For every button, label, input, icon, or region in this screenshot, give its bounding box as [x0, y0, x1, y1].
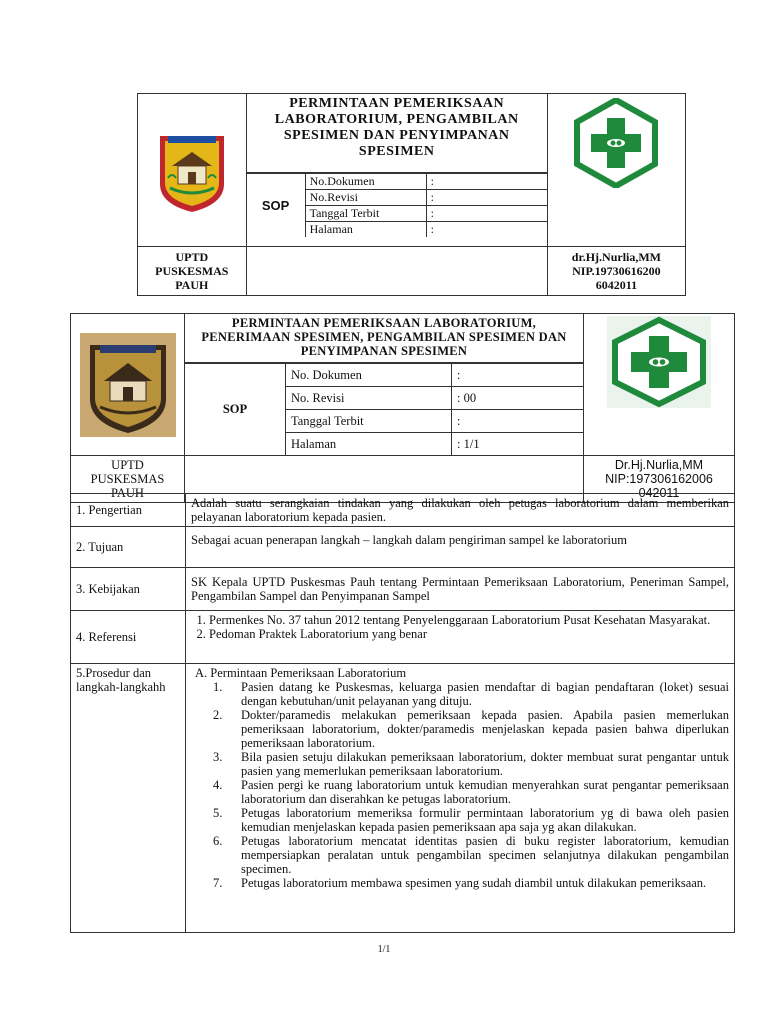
- meta-value: :: [452, 364, 584, 387]
- sop-body: [70, 493, 735, 933]
- meta-label: Tanggal Terbit: [305, 205, 426, 221]
- section-label-prosedur: 5.Prosedur dan langkah-langkahh: [71, 664, 186, 933]
- meta-value: :: [426, 173, 547, 189]
- procedure-steps: [191, 680, 729, 890]
- signer-nip: NIP.19730616200 6042011: [572, 264, 661, 292]
- meta-label: No. Dokumen: [286, 364, 452, 387]
- meta-value: :: [426, 205, 547, 221]
- step-text: Pasien pergi ke ruang laboratorium untuk kemudian menyerahkan surat pengantar pemeriksaan laboratorium dan diserahkan ke petugas laboratorium.: [241, 778, 729, 806]
- procedure-step: [191, 806, 729, 834]
- step-text: Petugas laboratorium mencatat identitas pasien di buku register laboratorium, kemudian mempersiapkan peralatan untuk pengambilan specimen selanjutnya dilakukan pengambilan specimen.: [241, 834, 729, 876]
- procedure-step: [191, 708, 729, 750]
- section-text-kebijakan: SK Kepala UPTD Puskesmas Pauh tentang Permintaan Pemeriksaan Laboratorium, Peneriman Sampel, Pengambilan Sampel dan Penyimpanan Sampel: [186, 568, 735, 611]
- signer-nip: NIP:197306162006 042011: [605, 472, 713, 500]
- step-text: Petugas laboratorium memeriksa formulir permintaan laboratorium yg di bawa oleh pasien kemudian menjelaskan kepada pasien pemeriksaan apa saja yg akan dilakukan.: [241, 806, 729, 834]
- meta-value: : 1/1: [452, 433, 584, 456]
- procedure-step: [191, 876, 729, 890]
- meta-value: : 00: [452, 387, 584, 410]
- sop-meta-block: [246, 172, 547, 246]
- step-text: Petugas laboratorium membawa spesimen yang sudah diambil untuk dilakukan pemeriksaan.: [241, 876, 707, 890]
- meta-label: No.Revisi: [305, 189, 426, 205]
- step-number: 5.: [213, 806, 223, 820]
- sop-label: SOP: [185, 364, 286, 456]
- meta-label: Tanggal Terbit: [286, 410, 452, 433]
- document-title: PERMINTAAN PEMERIKSAAN LABORATORIUM, PENGAMBILAN SPESIMEN DAN PENYIMPANAN SPESIMEN: [246, 94, 547, 173]
- regency-crest-icon: [80, 333, 176, 437]
- section-label-referensi: 4. Referensi: [71, 611, 186, 664]
- step-number: 4.: [213, 778, 223, 792]
- section-list-referensi: [186, 611, 735, 664]
- meta-label: Halaman: [305, 221, 426, 237]
- page-number: 1/1: [377, 944, 391, 955]
- sop-label: SOP: [247, 173, 306, 237]
- signer-name: dr.Hj.Nurlia,MM: [571, 250, 662, 264]
- sop-header-primary: [137, 93, 686, 296]
- meta-label: No.Dokumen: [305, 173, 426, 189]
- blank-cell: [246, 247, 547, 296]
- step-number: 1.: [213, 680, 223, 694]
- step-text: Dokter/paramedis melakukan pemeriksaan kepada pasien. Apabila pasien memerlukan pemeriksaan laboratorium, dokter/paramedis menjelaskan kepada pasien bahwa diperlukan pemeriksaan laboratorium.: [241, 708, 729, 750]
- procedure-step: [191, 680, 729, 708]
- puskesmas-logo-cell: [547, 94, 685, 247]
- step-text: Pasien datang ke Puskesmas, keluarga pasien mendaftar di bagian pendaftaran (loket) sesuai dengan kebutuhan/unit pelayanan yang dituju.: [241, 680, 729, 708]
- sop-meta-block: [185, 363, 584, 456]
- meta-value: :: [452, 410, 584, 433]
- section-procedure: [186, 664, 735, 933]
- section-text-tujuan: Sebagai acuan penerapan langkah – langkah dalam pengiriman sampel ke laboratorium: [186, 527, 735, 568]
- puskesmas-logo-cell: [584, 314, 735, 456]
- procedure-step: [191, 834, 729, 876]
- regency-crest-icon: [152, 126, 232, 214]
- procedure-step: [191, 750, 729, 778]
- sop-header-secondary: [70, 313, 735, 503]
- step-number: 6.: [213, 834, 223, 848]
- reference-item: 1. Permenkes No. 37 tahun 2012 tentang Penyelenggaraan Laboratorium Pusat Kesehatan Masyarakat.: [209, 613, 729, 627]
- meta-label: Halaman: [286, 433, 452, 456]
- section-label-pengertian: 1. Pengertian: [71, 494, 186, 527]
- regency-crest-cell: [138, 94, 247, 247]
- meta-value: :: [426, 221, 547, 237]
- puskesmas-logo-icon: [607, 316, 711, 408]
- signer-name: Dr.Hj.Nurlia,MM: [614, 458, 704, 472]
- puskesmas-logo-icon: [571, 98, 661, 188]
- procedure-subhead: A. Permintaan Pemeriksaan Laboratorium: [195, 666, 407, 680]
- section-label-tujuan: 2. Tujuan: [71, 527, 186, 568]
- meta-value: :: [426, 189, 547, 205]
- step-number: 7.: [213, 876, 223, 890]
- reference-item: 2. Pedoman Praktek Laboratorium yang benar: [209, 627, 729, 641]
- section-label-kebijakan: 3. Kebijakan: [71, 568, 186, 611]
- unit-name: UPTD PUSKESMAS PAUH: [71, 456, 185, 503]
- section-text-pengertian: Adalah suatu serangkaian tindakan yang dilakukan oleh petugas laboratorium dalam memberikan pelayanan laboratorium kepada pasien.: [186, 494, 735, 527]
- regency-crest-cell: [71, 314, 185, 456]
- signer-block: [547, 247, 685, 296]
- step-text: Bila pasien setuju dilakukan pemeriksaan laboratorium, dokter membuat surat pengantar untuk pasien yang memerlukan pemeriksaan laboratorium.: [241, 750, 729, 778]
- unit-name: UPTD PUSKESMAS PAUH: [138, 247, 247, 296]
- meta-label: No. Revisi: [286, 387, 452, 410]
- step-number: 3.: [213, 750, 223, 764]
- document-title: PERMINTAAN PEMERIKSAAN LABORATORIUM, PENERIMAAN SPESIMEN, PENGAMBILAN SPESIMEN DAN PENYIMPANAN SPESIMEN: [185, 314, 584, 363]
- procedure-step: [191, 778, 729, 806]
- step-number: 2.: [213, 708, 223, 722]
